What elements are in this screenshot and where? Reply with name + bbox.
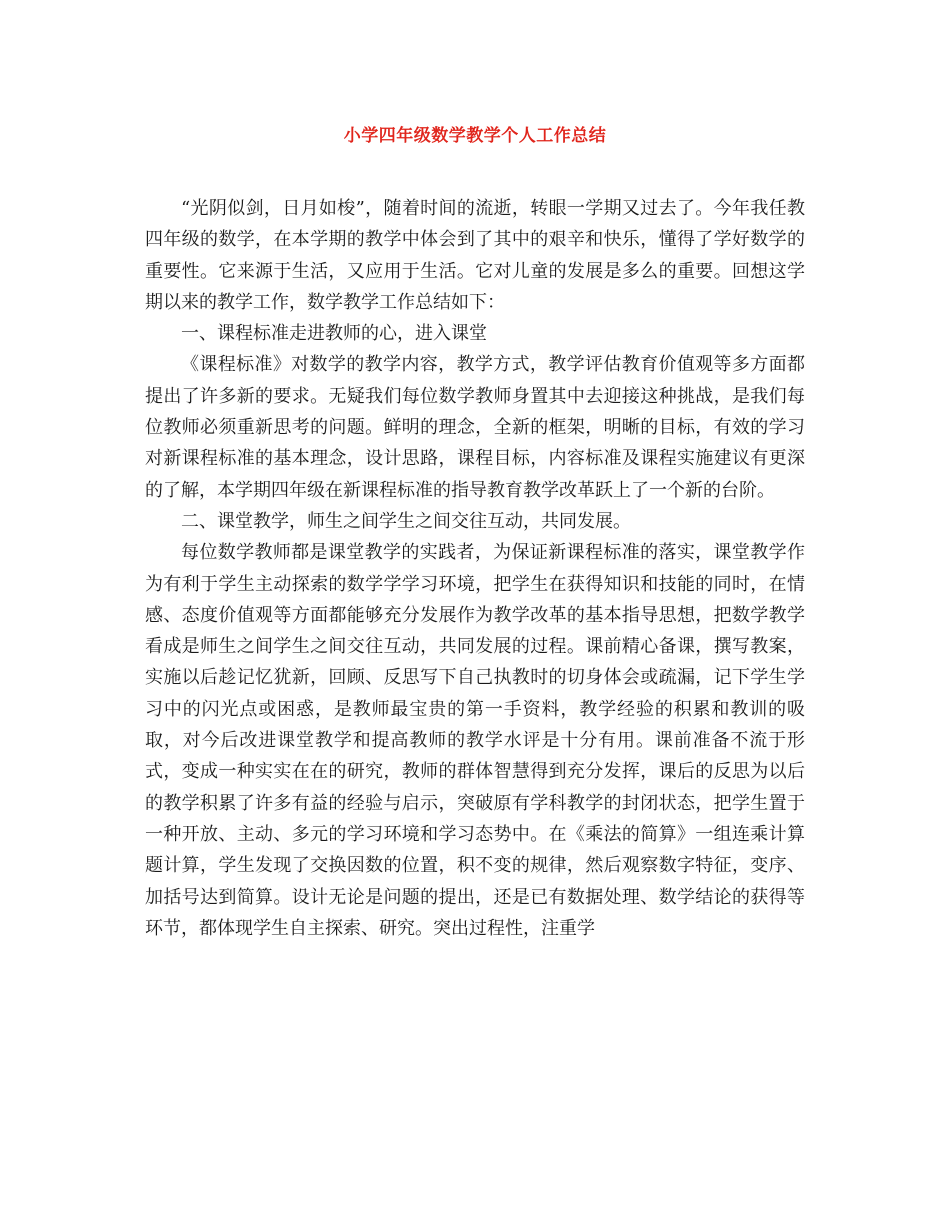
paragraph-curriculum: 《课程标准》对数学的教学内容，教学方式，教学评估教育价值观等多方面都提出了许多新的要求。无疑我们每位数学教师身置其中去迎接这种挑战，是我们每位教师必须重新思考的问题。鲜明的理念，全新的框架，明晰的目标，有效的学习对新课程标准的基本理念，设计思路，课程目标，内容标准及课程实施建议有更深的了解，本学期四年级在新课程标准的指导教育教学改革跃上了一个新的台阶。 [145,354,805,501]
paragraph-classroom: 每位数学教师都是课堂教学的实践者，为保证新课程标准的落实，课堂教学作为有利于学生主动探索的数学学学习环境，把学生在获得知识和技能的同时，在情感、态度价值观等方面都能够充分发展作为教学改革的基本指导思想，把数学教学看成是师生之间学生之间交往互动，共同发展的过程。课前精心备课，撰写教案，实施以后趁记忆犹新，回顾、反思写下自己执教时的切身体会或疏漏，记下学生学习中的闪光点或困惑，是教师最宝贵的第一手资料，教学经验的积累和教训的吸取，对今后改进课堂教学和提高教师的教学水评是十分有用。课前准备不流于形式，变成一种实实在在的研究，教师的群体智慧得到充分发挥，课后的反思为以后的教学积累了许多有益的经验与启示，突破原有学科教学的封闭状态，把学生置于一种开放、主动、多元的学习环境和学习态势中。在《乘法的简算》一组连乘计算题计算，学生发现了交换因数的位置，积不变的规律，然后观察数字特征，变序、加括号达到简算。设计无论是问题的提出，还是已有数据处理、数学结论的获得等环节，都体现学生自主探索、研究。突出过程性，注重学 [145,542,805,939]
paragraph-intro: “光阴似剑，日月如梭”，随着时间的流逝，转眼一学期又过去了。今年我任教四年级的数学，在本学期的教学中体会到了其中的艰辛和快乐，懂得了学好数学的重要性。它来源于生活，又应用于生活。它对儿童的发展是多么的重要。回想这学期以来的教学工作，数学教学工作总结如下： [145,198,805,313]
document-body [145,193,805,944]
section-heading-2: 二、课堂教学，师生之间学生之间交往互动，共同发展。 [181,510,631,532]
section-heading-1: 一、课程标准走进教师的心，进入课堂 [181,323,487,345]
document-title: 小学四年级数学教学个人工作总结 [343,126,607,146]
